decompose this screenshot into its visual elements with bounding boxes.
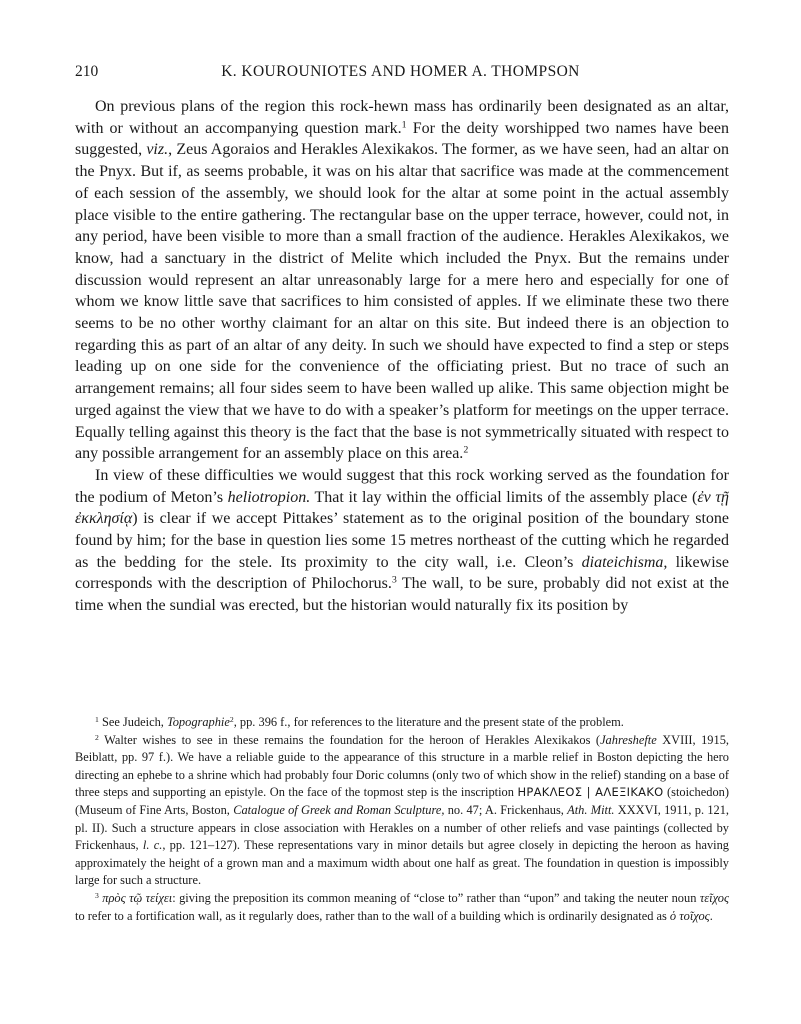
footnote-3: $^3$ πρὸς τῷ τείχει: giving the preposition its common meaning of “close to” rather than “upon” and taking the neuter noun τεῖχος to refer to a fortification wall, as it regularly does, rather than to the wall of a building which is ordinarily designated as ὁ τοῖχος. — [75, 890, 730, 923]
footnote-ref-3[interactable]: 3 — [391, 575, 397, 587]
page-number: 210 — [75, 63, 99, 80]
greek-phrase: ἐν τῇ ἐκκλησίᾳ — [75, 488, 729, 528]
footnote-ref-2[interactable]: 2 — [463, 444, 469, 456]
page-header — [0, 63, 801, 87]
footnote-ref-1[interactable]: 1 — [401, 119, 407, 131]
footnotes — [75, 714, 729, 925]
footnote-2: $^2$ Walter wishes to see in these remains the foundation for the heroon of Herakles Alexikakos (Jahreshefte XVIII, 1915, Beiblatt, pp. 97 f.). We have a reliable guide to the appearance of this structure in a marble relief in Boston depicting the hero directing an ephebe to a shrine which had probably four Doric columns (only two of which show in the relief) standing on a base of three steps and supporting an epistyle. On the face of the topmost step is the inscription ΗΡΑΚΛΕΟΣ | ΑΛΕΞΙΚΑΚΟ (stoichedon) (Museum of Fine Arts, Boston, Catalogue of Greek and Roman Sculpture, no. 47; A. Frickenhaus, Ath. Mitt. XXXVI, 1911, p. 121, pl. II). Such a structure appears in close association with Herakles on a number of other reliefs and vase paintings (collected by Frickenhaus, l. c., pp. 121–127). These representations vary in minor details but agree closely in depicting the heroon as having approximately the height of a grown man and a maximum width about one half as great. The foundation in question is impossibly large for such a structure. — [75, 732, 730, 888]
paragraph-2: In view of these difficulties we would suggest that this rock working served as the foundation for the podium of Meton’s heliotropion. That it lay within the official limits of the assembly place (ἐν τῇ ἐκκλησίᾳ) is clear if we accept Pittakes’ statement as to the original position of the boundary stone found by him; for the base in question lies some 15 metres northeast of the cutting which he regarded as the bedding for the stele. Its proximity to the city wall, i.e. Cleon’s diateichisma, likewise corresponds with the description of Philochorus.$^3$ The wall, to be sure, probably did not exist at the time when the sundial was erected, but the historian would naturally fix its position by — [75, 466, 730, 615]
main-text — [75, 96, 729, 617]
paragraph-1: On previous plans of the region this rock-hewn mass has ordinarily been designated as an altar, with or without an accompanying question mark.$^1$ For the deity worshipped two names have been suggested, viz., Zeus Agoraios and Herakles Alexikakos. The former, as we have seen, had an altar on the Pnyx. But if, as seems probable, it was on his altar that sacrifice was made at the commencement of each session of the assembly, we should look for the altar at some point in the actual assembly place visible to the entire gathering. The rectangular base on the upper terrace, however, could not, in any period, have been visible to more than a small fraction of the audience. Herakles Alexikakos, we know, had a sanctuary in the district of Melite which included the Pnyx. But the remains under discussion would represent an altar unreasonably large for a mere hero and especially for one of whom we know little save that sacrifices to him consisted of apples. If we eliminate these two there seems to be no other worthy claimant for an altar on this site. But indeed there is an objection to regarding this as part of an altar of any deity. In such we should have expected to find a step or steps leading up on one side for the convenience of the officiating priest. But no trace of such an arrangement remains; all four sides seem to have been walled up alike. This same objection might be urged against the view that we have to do with a speaker’s platform for meetings on the upper terrace. Equally telling against this theory is the fact that the base is not symmetrically situated with respect to any possible arrangement for an assembly place on this area.$^2$ — [75, 98, 730, 463]
running-title: K. KOUROUNIOTES AND HOMER A. THOMPSON — [221, 63, 580, 80]
inscription: ΗΡΑΚΛΕΟΣ | ΑΛΕΞΙΚΑΚΟ — [517, 785, 664, 800]
footnote-1: $^1$ See Judeich, Topographie$^2$, pp. 396 f., for references to the literature and the present state of the problem. — [95, 714, 624, 729]
